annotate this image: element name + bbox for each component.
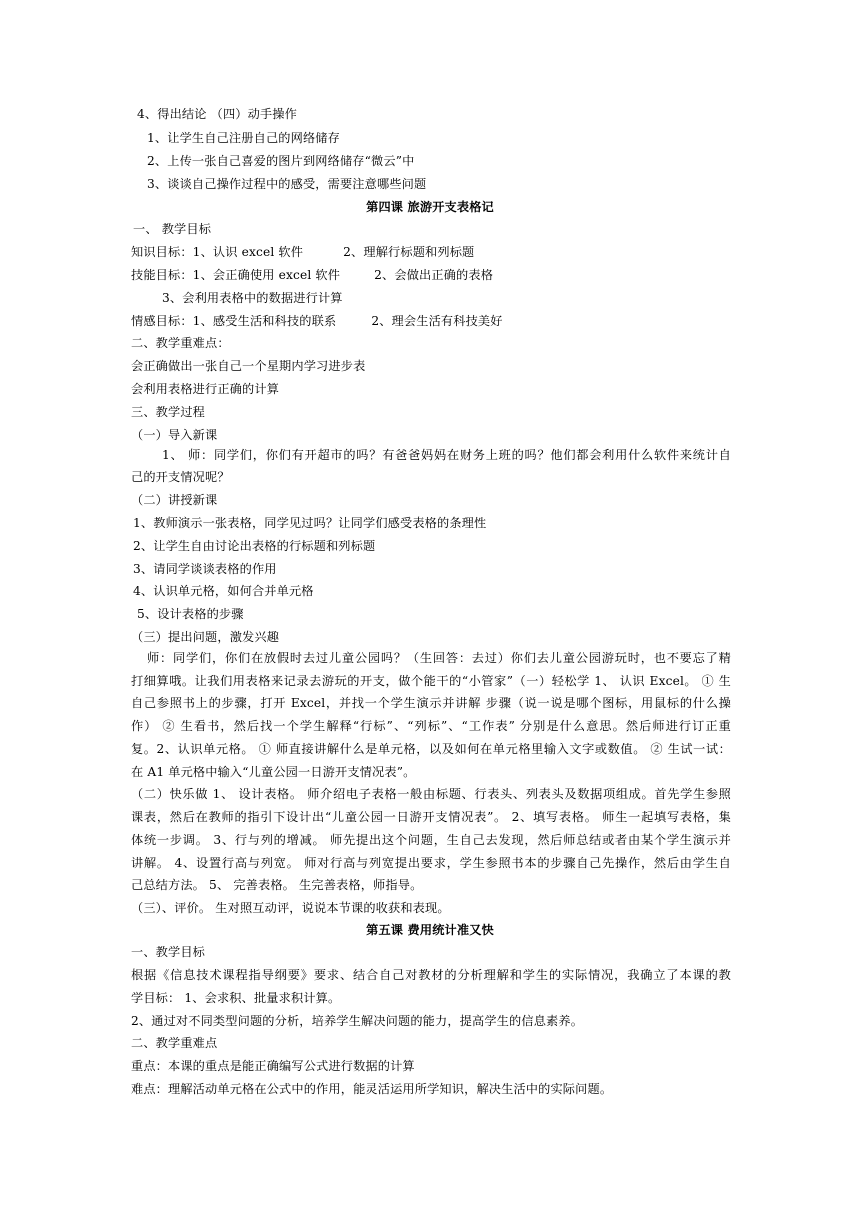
conclusion-line: 4、得出结论 （四）动手操作 bbox=[137, 107, 297, 121]
practice-paragraph-line-3: 体统一步调。 3、行与列的增减。 师先提出这个问题，生自己去发现，然后师总结或者由某个学生演示并 bbox=[131, 833, 731, 847]
question-paragraph-line-6: 在 A1 单元格中输入“儿童公园一日游开支情况表”。 bbox=[131, 765, 416, 779]
hands-on-item-3: 3、谈谈自己操作过程中的感受，需要注意哪些问题 bbox=[147, 177, 427, 191]
lesson5-difficult-point: 难点：理解活动单元格在公式中的作用，能灵活运用所学知识，解决生活中的实际问题。 bbox=[131, 1082, 613, 1096]
teach-item-2: 2、让学生自由讨论出表格的行标题和列标题 bbox=[133, 539, 376, 553]
skill-goals bbox=[131, 267, 741, 283]
lesson4-title: 第四课 旅游开支表格记 bbox=[366, 200, 494, 214]
lesson5-key-heading: 二、教学重难点 bbox=[131, 1036, 218, 1050]
skill-goal-2: 2、会做出正确的表格 bbox=[374, 268, 494, 282]
teach-item-5: 5、设计表格的步骤 bbox=[137, 607, 244, 621]
teach-item-4: 4、认识单元格，如何合并单元格 bbox=[133, 584, 314, 598]
lesson4-key-1: 会正确做出一张自己一个星期内学习进步表 bbox=[131, 359, 366, 373]
question-paragraph-line-4: 作） ② 生看书，然后找一个学生解释“行标”、“列标”、“工作表” 分别是什么意思。然后师进行订正重 bbox=[131, 719, 731, 733]
lesson4-goals-heading: 一、 教学目标 bbox=[133, 222, 212, 236]
skill-goal-3: 3、会利用表格中的数据进行计算 bbox=[162, 291, 343, 305]
knowledge-goal-1: 知识目标：1、认识 excel 软件 bbox=[131, 245, 304, 259]
question-paragraph-line-3: 自己参照书上的步骤，打开 Excel，并找一个学生演示并讲解 步骤（说一说是哪个图标，用鼠标的什么操 bbox=[131, 696, 731, 710]
emotion-goal-1: 情感目标：1、感受生活和科技的联系 bbox=[131, 314, 337, 328]
lesson4-key-2: 会利用表格进行正确的计算 bbox=[131, 382, 280, 396]
lesson4-process-heading: 三、教学过程 bbox=[131, 405, 206, 419]
knowledge-goals bbox=[131, 244, 741, 260]
intro-paragraph-line-2: 己的开支情况呢？ bbox=[131, 470, 230, 484]
question-paragraph-line-5: 复。2、认识单元格。 ① 师直接讲解什么是单元格，以及如何在单元格里输入文字或数值。 ② 生试一试： bbox=[131, 742, 731, 756]
teach-item-3: 3、请同学谈谈表格的作用 bbox=[133, 562, 277, 576]
lesson5-key-point: 重点：本课的重点是能正确编写公式进行数据的计算 bbox=[131, 1059, 415, 1073]
intro-paragraph-line-1: 1、 师：同学们，你们有开超市的吗？有爸爸妈妈在财务上班的吗？他们都会利用什么软件来统计自 bbox=[162, 448, 731, 462]
practice-paragraph-line-2: 课表，然后在教师的指引下设计出“儿童公园一日游开支情况表”。 2、填写表格。 师生一起填写表格，集 bbox=[131, 810, 731, 824]
skill-goal-1: 技能目标：1、会正确使用 excel 软件 bbox=[131, 268, 341, 282]
emotion-goals bbox=[131, 313, 741, 329]
lesson5-goals-line-1: 根据《信息技术课程指导纲要》要求、结合自己对教材的分析理解和学生的实际情况，我确立了本课的教 bbox=[131, 968, 731, 982]
practice-paragraph-line-5: 己总结方法。 5、 完善表格。 生完善表格，师指导。 bbox=[131, 878, 423, 892]
lesson5-title: 第五课 费用统计准又快 bbox=[366, 923, 494, 937]
teach-item-1: 1、教师演示一张表格，同学见过吗？让同学们感受表格的条理性 bbox=[133, 516, 487, 530]
question-heading: （三）提出问题，激发兴趣 bbox=[131, 630, 280, 644]
teach-heading: （二）讲授新课 bbox=[131, 493, 218, 507]
intro-heading: （一）导入新课 bbox=[131, 428, 218, 442]
lesson5-goals-line-2: 学目标： 1、会求积、批量求积计算。 bbox=[131, 991, 341, 1005]
lesson4-key-heading: 二、教学重难点： bbox=[131, 336, 230, 350]
knowledge-goal-2: 2、理解行标题和列标题 bbox=[343, 245, 475, 259]
hands-on-item-2: 2、上传一张自己喜爱的图片到网络储存“微云”中 bbox=[147, 154, 415, 168]
question-paragraph-line-1: 师：同学们，你们在放假时去过儿童公园吗？（生回答：去过）你们去儿童公园游玩时，也不要忘了精 bbox=[147, 651, 731, 665]
lesson5-goals-heading: 一、教学目标 bbox=[131, 945, 206, 959]
practice-paragraph-line-1: （二）快乐做 1、 设计表格。 师介绍电子表格一般由标题、行表头、列表头及数据项组成。首先学生参照 bbox=[131, 787, 731, 801]
practice-paragraph-line-4: 讲解。 4、设置行高与列宽。 师对行高与列宽提出要求，学生参照书本的步骤自己先操作，然后由学生自 bbox=[131, 856, 731, 870]
evaluation-line: （三）、评价。 生对照互动评，说说本节课的收获和表现。 bbox=[131, 901, 450, 915]
question-paragraph-line-2: 打细算哦。让我们用表格来记录去游玩的开支，做个能干的“小管家”（一）轻松学 1、 认识 Excel。 ① 生 bbox=[131, 674, 732, 688]
emotion-goal-2: 2、理会生活有科技美好 bbox=[371, 314, 503, 328]
hands-on-item-1: 1、让学生自己注册自己的网络储存 bbox=[147, 131, 340, 145]
lesson5-goals-line-3: 2、通过对不同类型问题的分析，培养学生解决问题的能力，提高学生的信息素养。 bbox=[131, 1014, 584, 1028]
